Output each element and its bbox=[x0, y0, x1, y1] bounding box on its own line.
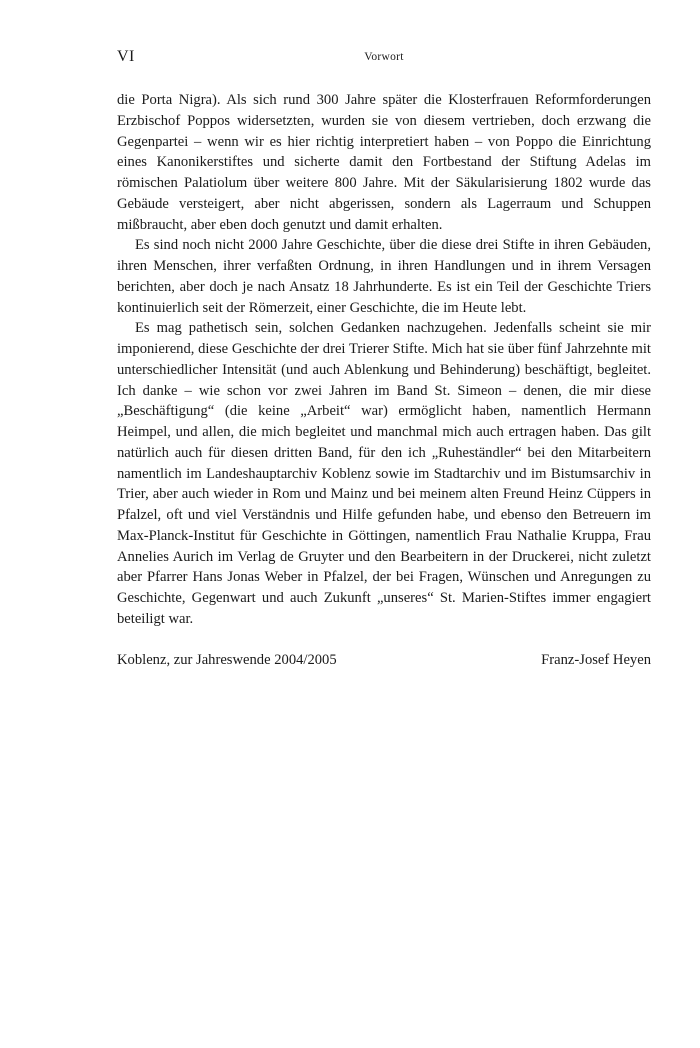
running-title: Vorwort bbox=[364, 51, 404, 63]
page-number: VI bbox=[117, 48, 135, 65]
signature-line bbox=[117, 650, 651, 671]
book-page bbox=[117, 48, 651, 670]
body-text bbox=[117, 90, 651, 630]
paragraph-2: Es sind noch nicht 2000 Jahre Geschichte, über die diese drei Stifte in ihren Gebäuden, ihren Menschen, ihrer verfaßten Ordnung, in ihren Handlungen und in ihrem Versagen berichten, aber doch je nach Ansatz 18 Jahrhunderte. Es ist ein Teil der Geschichte Triers kontinuierlich seit der Römerzeit, einer Geschichte, die im Heute lebt. bbox=[117, 237, 651, 316]
running-head bbox=[117, 48, 651, 72]
paragraph-3: Es mag pathetisch sein, solchen Gedanken nachzugehen. Jedenfalls scheint sie mir imponierend, diese Geschichte der drei Trierer Stifte. Mich hat sie über fünf Jahrzehnte mit unterschiedlicher Intensität (und auch Ablenkung und Behinderung) beschäftigt, begleitet. Ich danke – wie schon vor zwei Jahren im Band St. Simeon – denen, die mir diese „Beschäftigung“ (die keine „Arbeit“ war) ermöglicht haben, namentlich Hermann Heimpel, und allen, die mich begleitet und manchmal mich auch ertragen haben. Das gilt natürlich auch für diesen dritten Band, für den ich „Ruheständler“ bei den Mitarbeitern namentlich im Landeshauptarchiv Koblenz sowie im Stadtarchiv und im Bistumsarchiv in Trier, aber auch wieder in Rom und Mainz und bei meinem alten Freund Heinz Cüppers in Pfalzel, oft und viel Verständnis und Hilfe gefunden habe, und ebenso den Betreuern im Max-Planck-Institut für Geschichte in Göttingen, namentlich Frau Nathalie Kruppa, Frau Annelies Aurich im Verlag de Gruyter und den Bearbeitern in der Druckerei, nicht zuletzt aber Pfarrer Hans Jonas Weber in Pfalzel, der bei Fragen, Wünschen und Anregungen zu Geschichte, Gegenwart und auch Zukunft „unseres“ St. Marien-Stiftes immer engagiert beteiligt war. bbox=[117, 320, 651, 627]
author-name: Franz-Josef Heyen bbox=[541, 651, 651, 668]
paragraph-1: die Porta Nigra). Als sich rund 300 Jahre später die Klosterfrauen Reformforderungen Erzbischof Poppos widersetzten, wurden sie von diesem vertrieben, doch erzwang die Gegenpartei – wenn wir es hier richtig interpretiert haben – von Poppo die Einrichtung eines Kanonikerstiftes und sicherte damit den Fortbestand der Stiftung Adelas im römischen Palatiolum über weitere 800 Jahre. Mit der Säkularisierung 1802 wurde das Gebäude versteigert, aber nicht abgerissen, sondern als Lagerraum und Schuppen mißbraucht, aber eben doch genutzt und damit erhalten. bbox=[117, 92, 651, 233]
place-date: Koblenz, zur Jahreswende 2004/2005 bbox=[117, 651, 337, 668]
